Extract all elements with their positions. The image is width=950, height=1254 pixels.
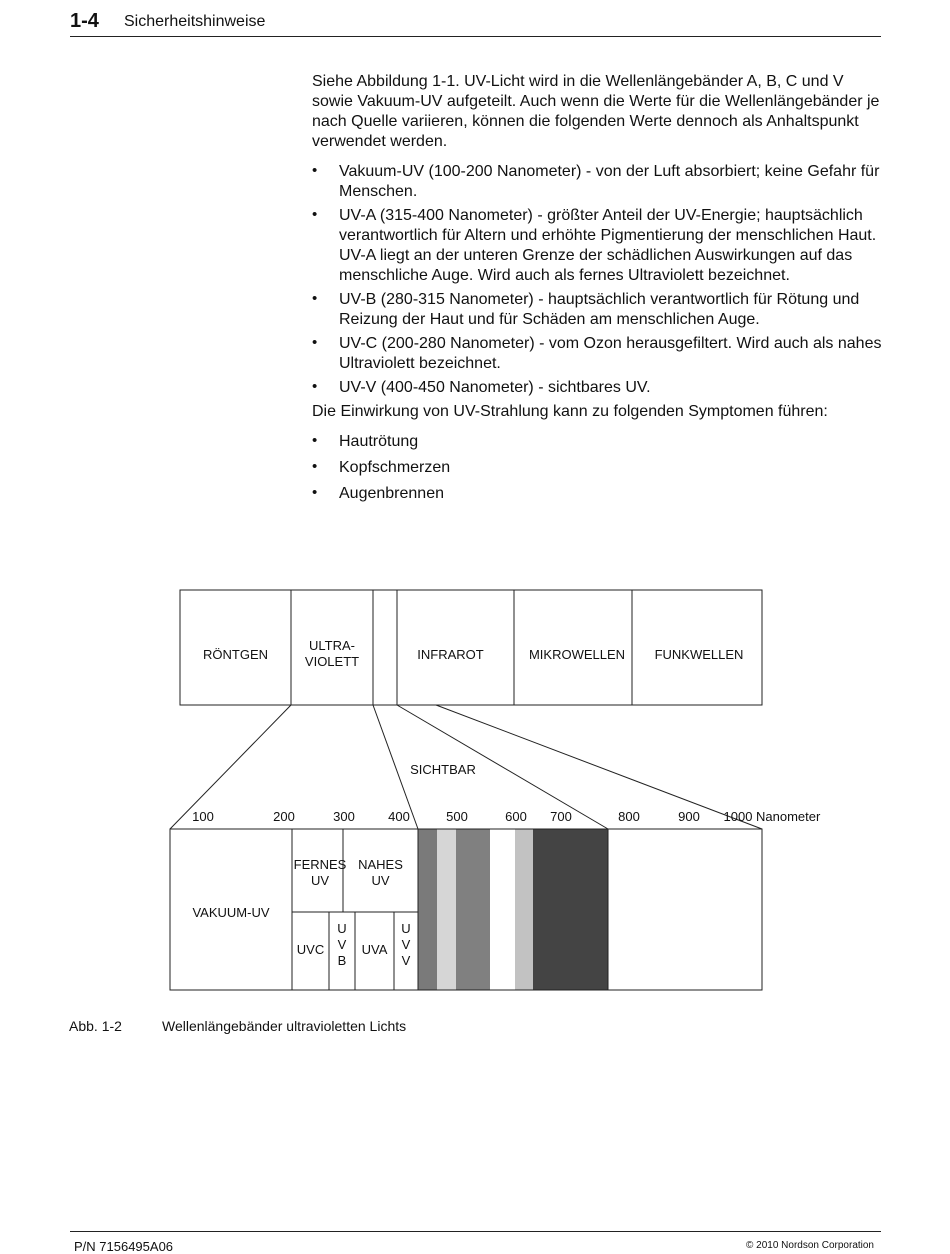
- list-item: [312, 458, 887, 484]
- unit-label: Nanometer: [756, 809, 821, 824]
- list-item-text: Kopfschmerzen: [339, 459, 451, 476]
- label-funkwellen: FUNKWELLEN: [654, 647, 744, 662]
- band-list: [312, 162, 887, 398]
- list-item: [312, 162, 887, 202]
- visible-band: [456, 829, 490, 990]
- label-uvv-letter: V: [401, 953, 411, 968]
- symptom-list: [312, 432, 887, 510]
- list-item: [312, 290, 887, 330]
- label-ultraviolett-line2: VIOLETT: [304, 654, 360, 669]
- visible-band: [437, 829, 456, 990]
- label-uvb-letter: V: [337, 937, 347, 952]
- tick-label: 700: [550, 809, 572, 824]
- bullet-icon: •: [312, 432, 318, 449]
- list-item-text: Vakuum-UV (100-200 Nanometer) - von der Luft absorbiert; keine Gefahr für Menschen.: [339, 163, 880, 200]
- label-infrarot: INFRAROT: [417, 647, 484, 662]
- visible-band: [515, 829, 533, 990]
- label-uvv-letter: V: [401, 937, 411, 952]
- label-uvv-letter: U: [401, 921, 411, 936]
- label-uva: UVA: [361, 942, 388, 957]
- bullet-icon: •: [312, 206, 318, 223]
- label-nahes-uv: [343, 857, 418, 889]
- body-text: [312, 72, 887, 510]
- bullet-icon: •: [312, 334, 318, 351]
- uv-spectrum-figure: [0, 585, 950, 1005]
- list-item-text: UV-C (200-280 Nanometer) - vom Ozon herausgefiltert. Wird auch als nahes Ultraviolett bezeichnet.: [339, 335, 882, 372]
- label-sichtbar: SICHTBAR: [410, 762, 476, 777]
- list-item-text: UV-A (315-400 Nanometer) - größter Anteil der UV-Energie; hauptsächlich verantwortlich für Altern und erhöhte Pigmentierung der menschlichen Haut. UV-A liegt an der unteren Grenze der schädlichen Auswirkungen auf das menschliche Auge. Wird auch als fernes Ultraviolett bezeichnet.: [339, 207, 877, 284]
- label-ultraviolett: [291, 638, 373, 670]
- tick-label: 600: [505, 809, 527, 824]
- label-fernes-uv-line1: FERNES: [293, 857, 347, 872]
- list-item-text: UV-B (280-315 Nanometer) - hauptsächlich verantwortlich für Rötung und Reizung der Haut und für Schäden am menschlichen Auge.: [339, 291, 860, 328]
- label-nahes-uv-line2: UV: [371, 873, 390, 888]
- label-uvb-letter: U: [337, 921, 347, 936]
- visible-band: [418, 829, 437, 990]
- tick-label: 100: [192, 809, 214, 824]
- list-item-text: Hautrötung: [339, 433, 419, 450]
- page-number: 1-4: [70, 10, 99, 32]
- footer-divider: [70, 1231, 881, 1232]
- figure-caption-number: Abb. 1-2: [69, 1018, 122, 1034]
- label-uvc: UVC: [296, 942, 325, 957]
- list-item: [312, 378, 887, 398]
- label-nahes-uv-line1: NAHES: [358, 857, 403, 872]
- tick-label: 800: [618, 809, 640, 824]
- copyright: © 2010 Nordson Corporation: [746, 1240, 874, 1251]
- tick-label: 300: [333, 809, 355, 824]
- list-item: [312, 432, 887, 458]
- part-number: P/N 7156495A06: [74, 1239, 174, 1254]
- visible-band: [533, 829, 608, 990]
- label-fernes-uv-line2: UV: [310, 873, 330, 888]
- section-title: Sicherheitshinweise: [124, 13, 266, 30]
- page-header: [70, 10, 881, 37]
- intro-paragraph: Siehe Abbildung 1-1. UV-Licht wird in die Wellenlängebänder A, B, C und V sowie Vakuum-UV aufgeteilt. Auch wenn die Werte für die Wellenlängebänder je nach Quelle variieren, können die folgenden Werte dennoch als Anhaltspunkt verwendet werden.: [312, 73, 880, 150]
- bullet-icon: •: [312, 290, 318, 307]
- list-item: [312, 206, 887, 286]
- tick-label: 900: [678, 809, 700, 824]
- label-vakuum-uv: VAKUUM-UV: [192, 905, 270, 920]
- tick-label: 400: [388, 809, 410, 824]
- label-mikrowellen: MIKROWELLEN: [528, 647, 626, 662]
- visible-bands: [418, 829, 608, 990]
- label-uvb: [329, 921, 355, 969]
- label-uvb-letter: B: [337, 953, 347, 968]
- label-ultraviolett-line1: ULTRA-: [309, 638, 355, 653]
- bullet-icon: •: [312, 484, 318, 501]
- bullet-icon: •: [312, 162, 318, 179]
- label-fernes-uv: [292, 857, 348, 889]
- label-uvv: [394, 921, 418, 969]
- tick-label: 200: [273, 809, 295, 824]
- list-item: [312, 484, 887, 510]
- list-item-text: UV-V (400-450 Nanometer) - sichtbares UV.: [339, 379, 651, 396]
- figure-caption-text: Wellenlängebänder ultravioletten Lichts: [162, 1018, 407, 1034]
- bullet-icon: •: [312, 458, 318, 475]
- label-roentgen: RÖNTGEN: [203, 647, 268, 662]
- bullet-icon: •: [312, 378, 318, 395]
- visible-band: [490, 829, 515, 990]
- tick-label: 1000: [723, 809, 753, 824]
- symptoms-intro: Die Einwirkung von UV-Strahlung kann zu folgenden Symptomen führen:: [312, 403, 828, 420]
- list-item: [312, 334, 887, 374]
- list-item-text: Augenbrennen: [339, 485, 444, 502]
- tick-label: 500: [446, 809, 468, 824]
